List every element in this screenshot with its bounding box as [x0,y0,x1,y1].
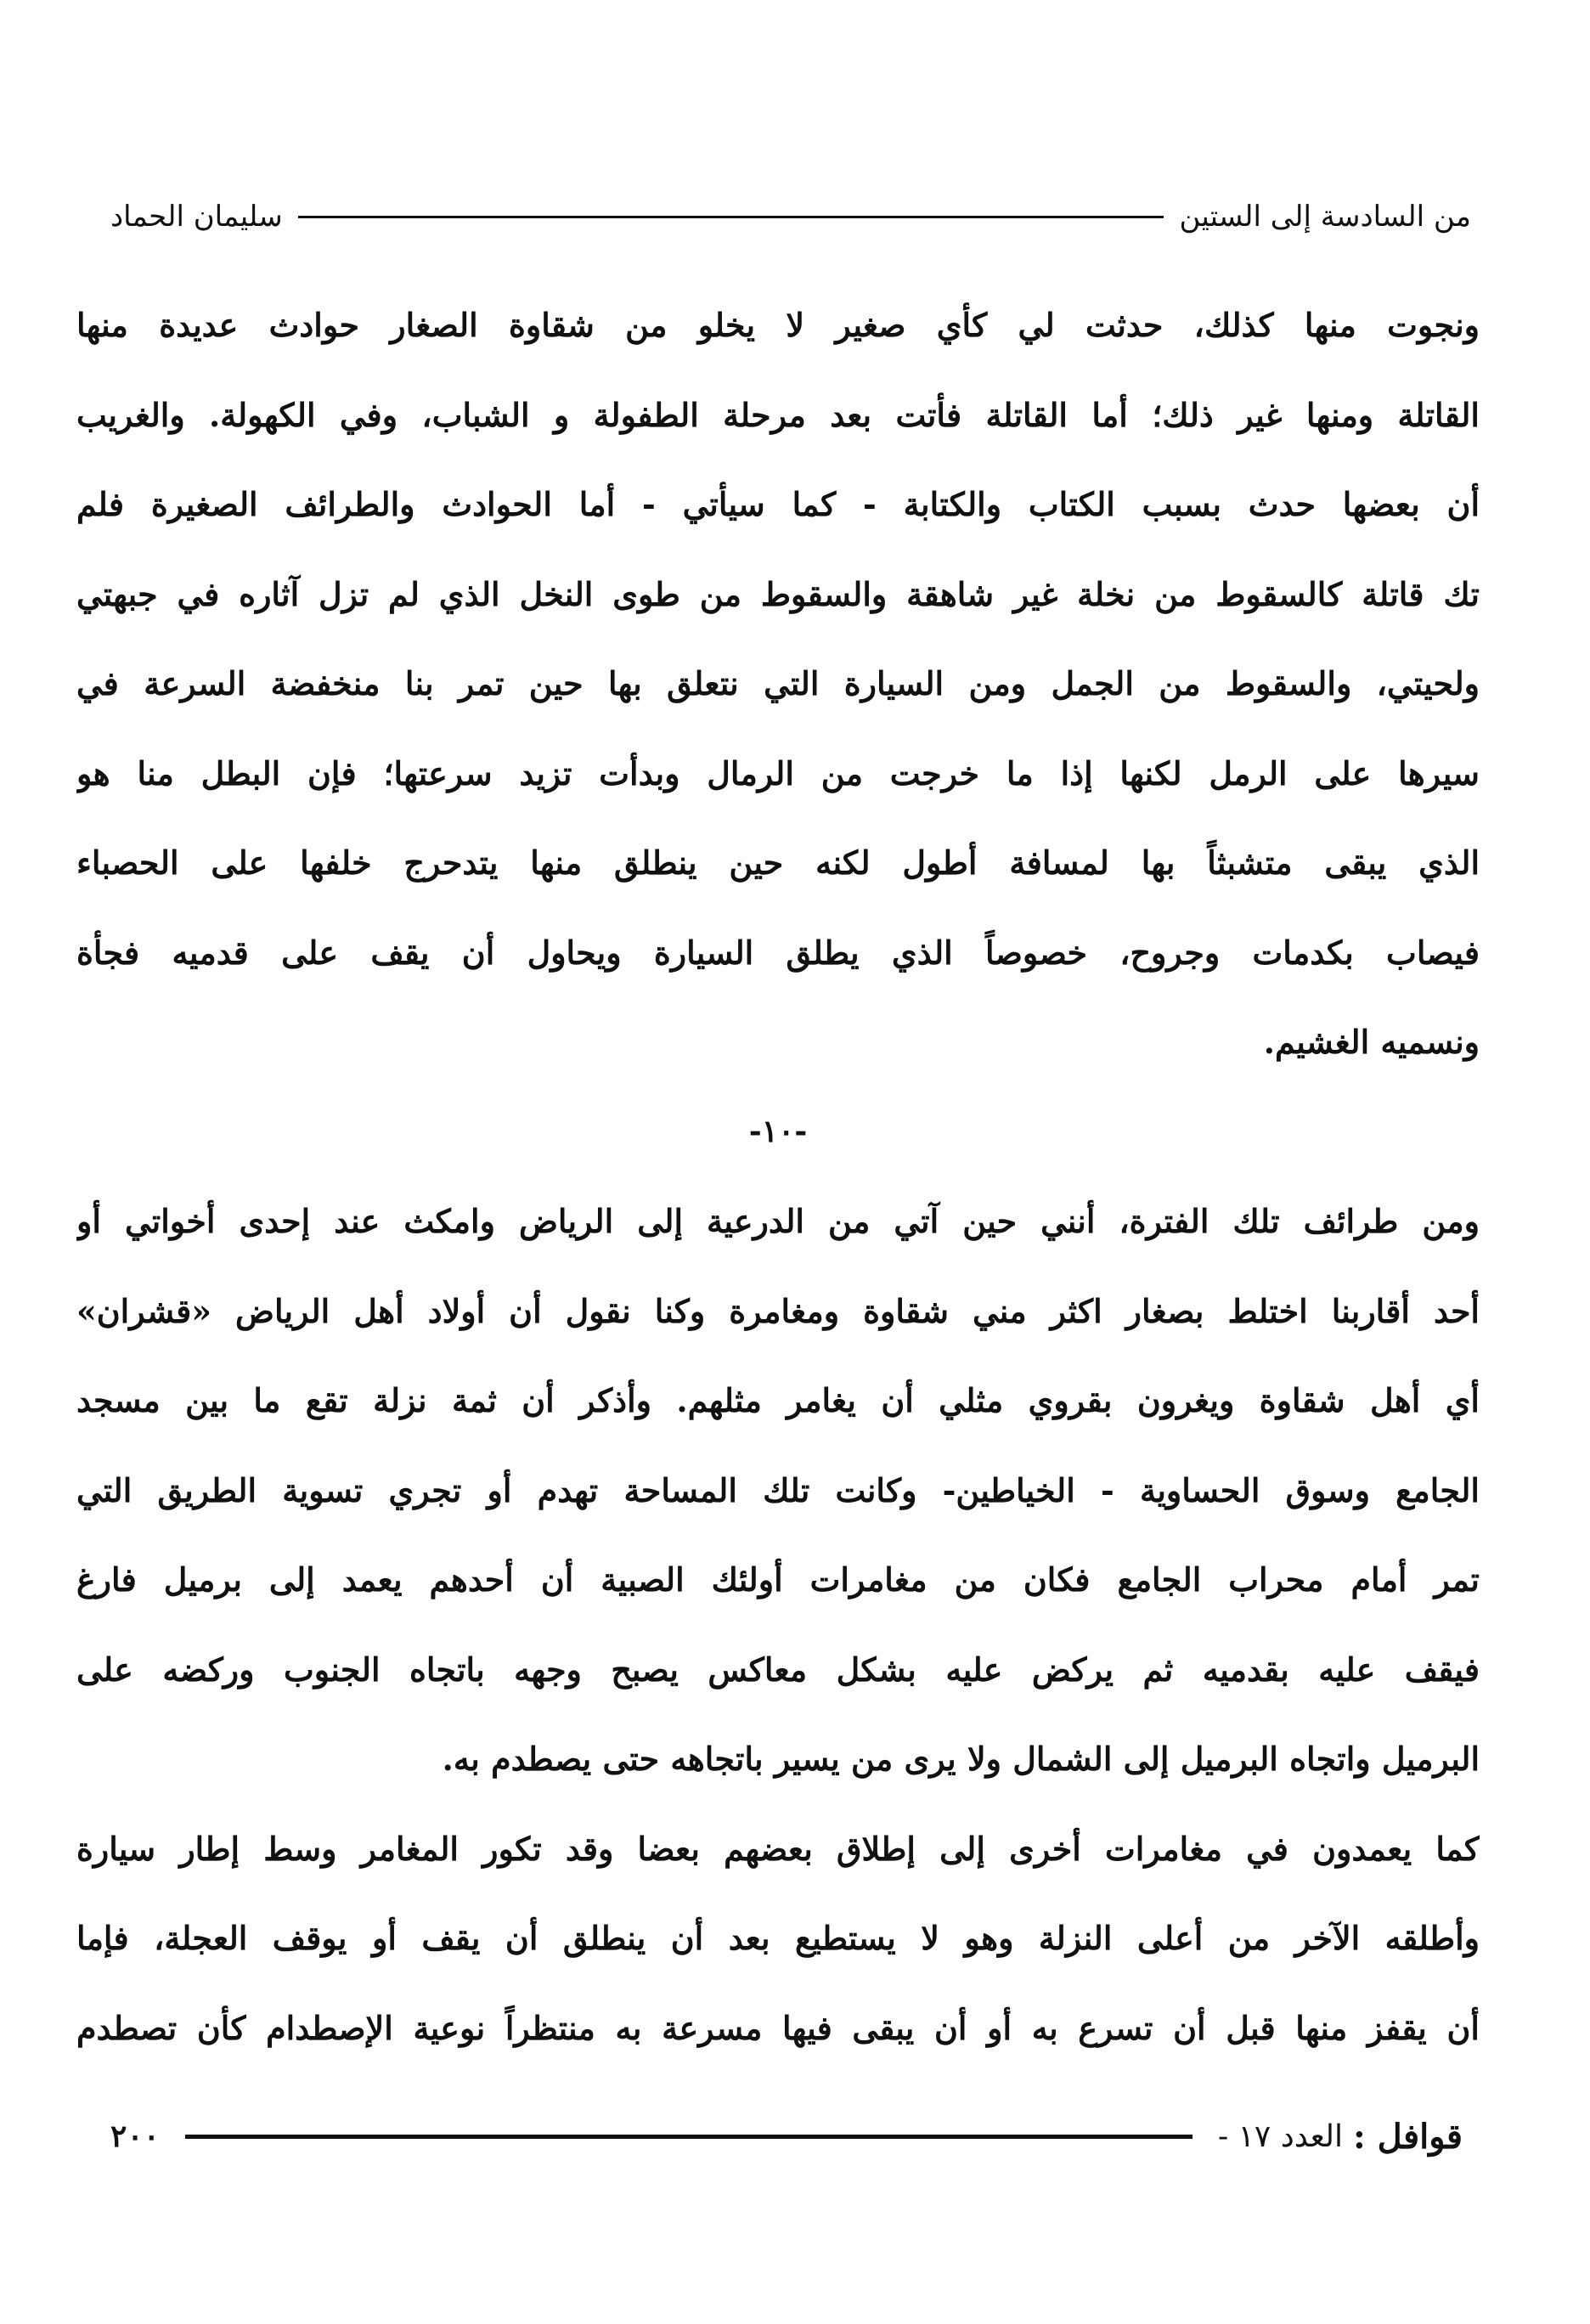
text-line: أي أهل شقاوة ويغرون بقروي مثلي أن يغامر مثلهم. وأذكر أن ثمة نزلة تقع ما بين مسجد [76,1381,1480,1419]
paragraph [76,1176,1480,1804]
issue-number: العدد ١٧ - [1217,2118,1343,2154]
text-line: أحد أقاربنا اختلط بصغار اكثر مني شقاوة ومغامرة وكنا نقول أن أولاد أهل الرياض «قشران» [76,1291,1480,1330]
paragraph [76,1804,1480,2073]
journal-name: قوافل : [1352,2116,1463,2157]
text-line: القاتلة ومنها غير ذلك؛ أما القاتلة فأتت بعد مرحلة الطفولة و الشباب، وفي الكهولة. والغريب [76,395,1480,434]
body-text [76,280,1480,2073]
text-line: فيقف عليه بقدميه ثم يركض عليه بشكل معاكس يصبح وجهه باتجاه الجنوب وركضه على [76,1650,1480,1689]
text-line: فيصاب بكدمات وجروح، خصوصاً الذي يطلق السيارة ويحاول أن يقف على قدميه فجأة [76,933,1480,972]
page-footer [110,2107,1463,2166]
text-line: الجامع وسوق الحساوية - الخياطين- وكانت تلك المساحة تهدم أو تجري تسوية الطريق التي [76,1470,1480,1509]
header-book-title: من السادسة إلى الستين [1179,200,1471,234]
text-line: البرميل واتجاه البرميل إلى الشمال ولا يرى من يسير باتجاهه حتى يصطدم به. [442,1740,1480,1778]
text-line: كما يعمدون في مغامرات أخرى إلى إطلاق بعضهم بعضا وقد تكور المغامر وسط إطار سيارة [76,1829,1480,1868]
text-line: الذي يبقى متشبثاً بها لمسافة أطول لكنه حين ينطلق منها يتدحرج خلفها على الحصباء [76,843,1480,882]
text-line: ونسميه الغشيم. [1263,1023,1480,1061]
page-number: ٢٠٠ [110,2118,161,2154]
footer-rule [185,2135,1192,2139]
text-line: ولحيتي، والسقوط من الجمل ومن السيارة التي نتعلق بها حين تمر بنا منخفضة السرعة في [76,664,1480,702]
text-line: ونجوت منها كذلك، حدثت لي كأي صغير لا يخلو من شقاوة الصغار حوادث عديدة منها [76,306,1480,344]
text-line: تمر أمام محراب الجامع فكان من مغامرات أولئك الصبية أن أحدهم يعمد إلى برميل فارغ [76,1560,1480,1599]
section-number: -١٠- [748,1113,808,1149]
header-rule [298,216,1164,218]
header-author: سليمان الحماد [110,200,283,234]
text-line: سيرها على الرمل لكنها إذا ما خرجت من الرمال وبدأت تزيد سرعتها؛ فإن البطل منا هو [76,753,1480,793]
text-line: أن بعضها حدث بسبب الكتاب والكتابة - كما سيأتي - أما الحوادث والطرائف الصغيرة فلم [76,485,1480,523]
running-header [110,191,1471,242]
text-line: تك قاتلة كالسقوط من نخلة غير شاهقة والسقوط من طوى النخل الذي لم تزل آثاره في جبهتي [76,574,1480,613]
paragraph [76,280,1480,1087]
text-line: أن يقفز منها قبل أن تسرع به أو أن يبقى فيها مسرعة به منتظراً نوعية الإصطدام كأن تصطدم [76,2008,1480,2047]
text-line: وأطلقه الآخر من أعلى النزلة وهو لا يستطيع بعد أن ينطلق أن يقف أو يوقف العجلة، فإما [76,1919,1480,1957]
text-line: ومن طرائف تلك الفترة، أنني حين آتي من الدرعية إلى الرياض وامكث عند إحدى أخواتي أو [76,1202,1480,1240]
